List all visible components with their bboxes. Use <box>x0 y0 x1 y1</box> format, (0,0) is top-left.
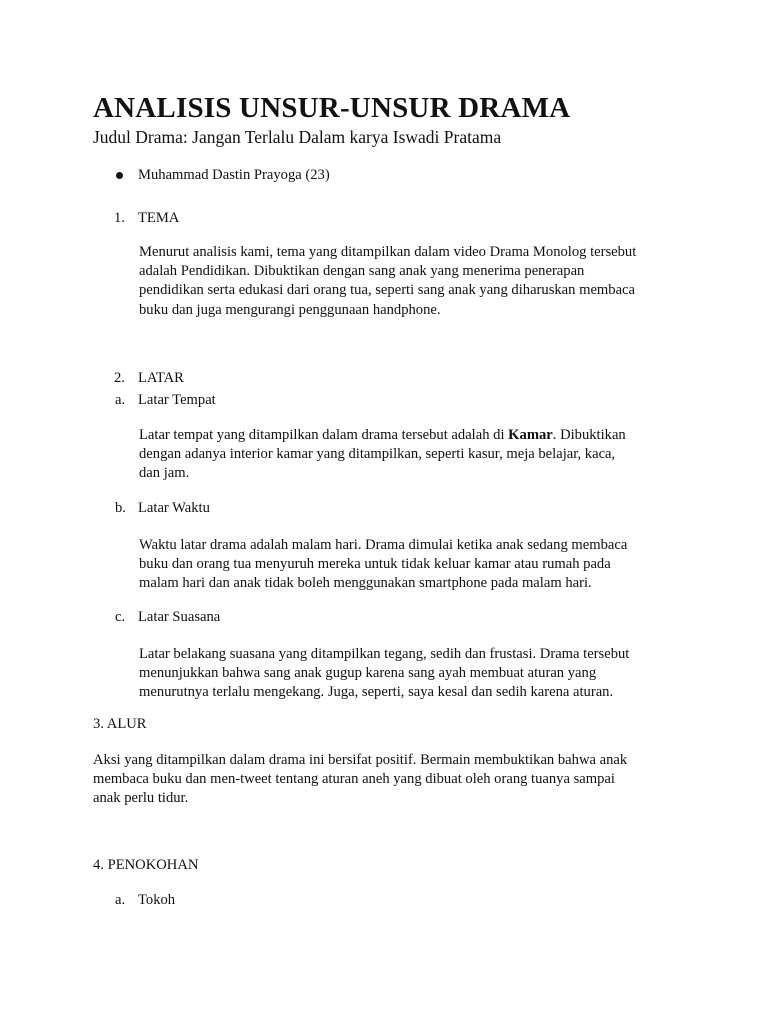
latar-waktu-line: Waktu latar drama adalah malam hari. Drama dimulai ketika anak sedang membaca <box>139 537 628 553</box>
latar-suasana-label: Latar Suasana <box>138 609 221 625</box>
bullet-icon <box>116 172 123 179</box>
penokohan-heading: 4. PENOKOHAN <box>93 857 199 873</box>
latar-tempat-label: Latar Tempat <box>138 392 216 408</box>
alur-line: Aksi yang ditampilkan dalam drama ini bersifat positif. Bermain membuktikan bahwa anak <box>93 752 628 768</box>
tokoh-marker: a. <box>115 892 126 908</box>
latar-waktu-paragraph <box>139 536 627 594</box>
latar-suasana-paragraph <box>139 645 629 703</box>
tema-heading: TEMA <box>138 210 180 226</box>
latar-waktu-marker: b. <box>115 500 126 516</box>
tema-line: adalah Pendidikan. Dibuktikan dengan sang anak yang menerima penerapan <box>139 263 585 280</box>
tema-line: buku dan juga mengurangi penggunaan handphone. <box>139 301 441 318</box>
latar-suasana-marker: c. <box>115 609 126 625</box>
latar-suasana-line: menurutnya terlalu mengekang. Juga, seperti, saya kesal dan sedih karena aturan. <box>139 684 614 701</box>
tema-number: 1. <box>114 210 125 226</box>
tema-line: pendidikan serta edukasi dari orang tua, seperti sang anak yang diharuskan membaca <box>139 282 636 299</box>
latar-waktu-line: buku dan orang tua menyuruh mereka untuk tidak keluar kamar atau rumah pada <box>139 556 611 573</box>
alur-paragraph <box>93 751 627 809</box>
latar-suasana-line: menunjukkan bahwa sang anak gugup karena sang ayah membuat aturan yang <box>139 665 597 682</box>
latar-tempat-bold: Kamar <box>508 427 553 443</box>
latar-waktu-label: Latar Waktu <box>138 500 210 516</box>
latar-tempat-line: dengan adanya interior kamar yang ditampilkan, seperti kasur, meja belajar, kaca, <box>139 446 616 463</box>
latar-tempat-line: dan jam. <box>139 465 190 482</box>
member-name: Muhammad Dastin Prayoga (23) <box>138 167 330 183</box>
document-title: ANALISIS UNSUR-UNSUR DRAMA <box>93 92 571 124</box>
alur-line: anak perlu tidur. <box>93 790 189 807</box>
document-subtitle: Judul Drama: Jangan Terlalu Dalam karya Iswadi Pratama <box>93 127 502 147</box>
latar-heading: LATAR <box>138 370 184 386</box>
latar-tempat-marker: a. <box>115 392 126 408</box>
latar-waktu-line: malam hari dan anak tidak boleh menggunakan smartphone pada malam hari. <box>139 575 592 592</box>
latar-tempat-paragraph <box>139 426 626 484</box>
latar-number: 2. <box>114 370 125 386</box>
latar-tempat-text: Latar tempat yang ditampilkan dalam drama tersebut adalah di <box>139 427 509 443</box>
tema-paragraph <box>139 243 636 320</box>
alur-heading: 3. ALUR <box>93 716 147 732</box>
tokoh-label: Tokoh <box>138 892 176 908</box>
latar-tempat-text: . Dibuktikan <box>552 427 626 443</box>
latar-suasana-line: Latar belakang suasana yang ditampilkan tegang, sedih dan frustasi. Drama tersebut <box>139 646 630 662</box>
latar-tempat-line <box>139 426 626 445</box>
alur-line: membaca buku dan men-tweet tentang aturan aneh yang dibuat oleh orang tuanya sampai <box>93 771 615 788</box>
tema-line: Menurut analisis kami, tema yang ditampilkan dalam video Drama Monolog tersebut <box>139 244 637 260</box>
